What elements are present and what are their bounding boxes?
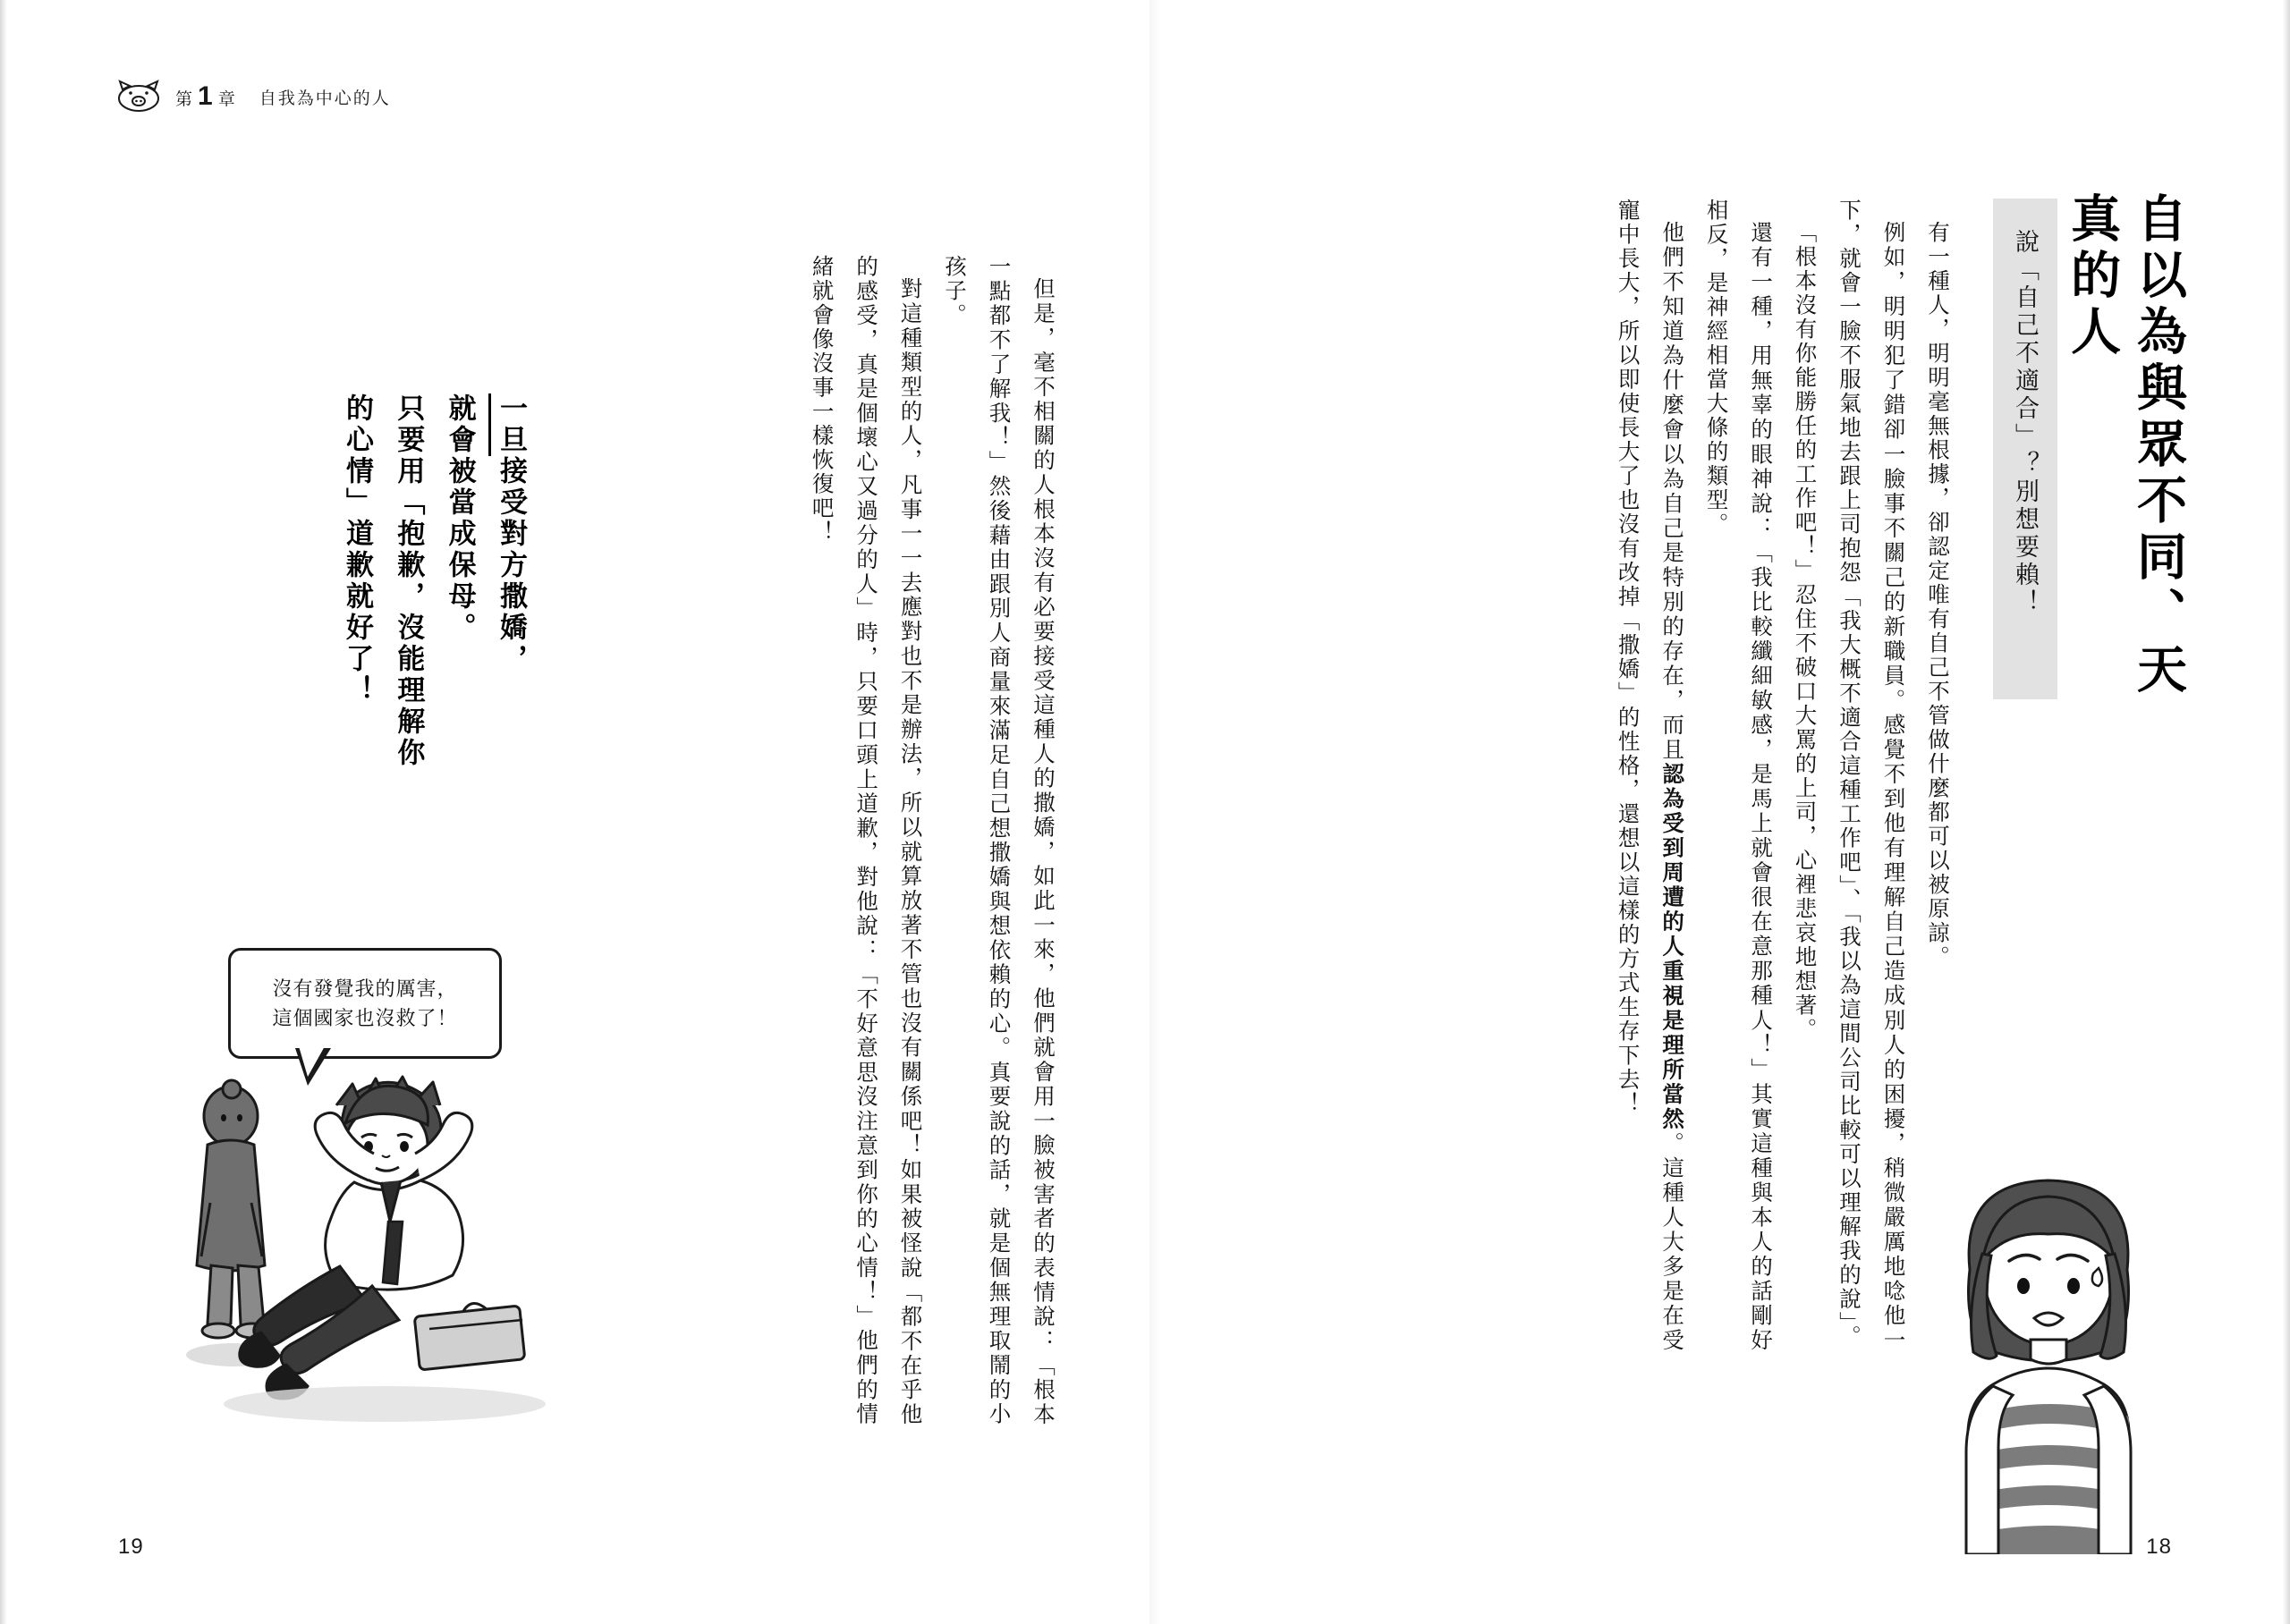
paragraph: 還有一種，用無辜的眼神說：「我比較纖細敏感，是馬上就會很在意那種人！」其實這種與本人的話剛好相反，是神經相當大條的類型。 — [1703, 199, 1773, 1352]
right-body-text — [1208, 199, 1959, 1352]
slouching-student-illustration — [161, 1046, 662, 1547]
right-page — [1154, 0, 2290, 1624]
lesson-line-2: 就會被當成保母。 — [444, 393, 476, 644]
speech-line-2: 這個國家也沒救了！ — [272, 1007, 458, 1029]
paragraph: 「根本沒有你能勝任的工作吧！」忍住不破口大罵的上司，心裡悲哀地想著。 — [1792, 220, 1817, 1042]
page-number-right: 18 — [2146, 1535, 2172, 1559]
chapter-title: 自我為中心的人 — [259, 89, 391, 108]
page-number-left: 19 — [118, 1535, 144, 1559]
section-title: 自以為與眾不同、天真的人 — [2065, 192, 2187, 699]
lesson-line-4: 的心情」道歉就好了！ — [341, 393, 373, 706]
lesson-underline: 一旦 — [496, 393, 527, 456]
lesson-line-1-rest: 接受對方撒嬌， — [496, 456, 527, 675]
sad-girl-illustration — [1914, 1161, 2183, 1554]
speech-bubble — [228, 948, 502, 1059]
paragraph: 但是，毫不相關的人根本沒有必要接受這種人的撒嬌，如此一來，他們就會用一臉被害者的表情說：「根本一點都不了解我！」然後藉由跟別人商量來滿足自己想撒嬌與想依賴的心。真要說的話，就是個無理取鬧的小孩子。 — [942, 255, 1055, 1426]
lesson-line-3: 只要用「抱歉，沒能理解你 — [393, 393, 425, 769]
speech-line-1: 沒有發覺我的厲害， — [272, 977, 458, 1000]
chapter-label — [175, 83, 236, 110]
paragraph: 有一種人，明明毫無根據，卻認定唯有自己不管做什麼都可以被原諒。 — [1925, 220, 1949, 969]
paragraph: 例如，明明犯了錯卻一臉事不關己的新職員。感覺不到他有理解自己造成別人的困擾，稍微嚴厲地唸他一下，就會一臉不服氣地去跟上司抱怨「我大概不適合這種工作吧」、「我以為這間公司比較可以理解我的說」。 — [1836, 199, 1905, 1352]
section-subtitle-banner: 說「自己不適合」？別想要賴！ — [1993, 199, 2058, 699]
paragraph: 對這種類型的人，凡事一一去應對也不是辦法，所以就算放著不管也沒有關係吧！如果被怪說「都不在乎他的感受，真是個壞心又過分的人」時，只要口頭上道歉，對他說：「不好意思沒注意到你的心情！」他們的情緒就會像沒事一樣恢復吧！ — [809, 255, 922, 1426]
lesson-callout — [332, 393, 537, 894]
running-header — [114, 79, 391, 114]
chapter-prefix: 第 — [175, 90, 194, 109]
chapter-suffix: 章 — [217, 90, 236, 109]
lesson-line-1 — [486, 393, 537, 894]
pig-mascot-icon — [114, 79, 163, 114]
speech-bubble-text — [272, 974, 457, 1033]
paragraph: 他們不知道為什麼會以為自己是特別的存在，而且認為受到周遭的人重視是理所當然。這種人大多是在受寵中長大，所以即使長大了也沒有改掉「撒嬌」的性格，還想以這樣的方式生存下去！ — [1615, 199, 1684, 1353]
chapter-number: 1 — [198, 81, 214, 111]
